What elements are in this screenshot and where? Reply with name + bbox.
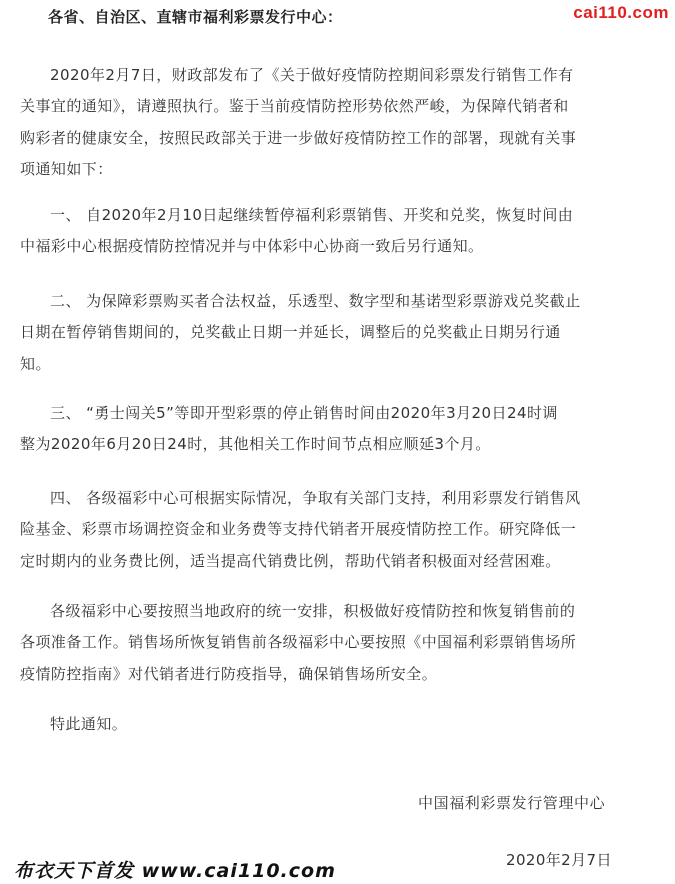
paragraph-line: 2020年2月7日，财政部发布了《关于做好疫情防控期间彩票发行销售工作有 xyxy=(50,66,574,84)
paragraph-line: 疫情防控指南》对代销者进行防疫指导，确保销售场所安全。 xyxy=(20,664,438,683)
site-watermark-top: cai110.com xyxy=(573,3,669,22)
paragraph-line: 二、 为保障彩票购买者合法权益，乐透型、数字型和基诺型彩票游戏兑奖截止 xyxy=(50,292,581,310)
site-watermark-bottom: 布衣天下首发 www.cai110.com xyxy=(14,860,336,882)
paragraph-line: 整为2020年6月20日24时，其他相关工作时间节点相应顺延3个月。 xyxy=(20,435,491,454)
paragraph-line: 四、 各级福彩中心可根据实际情况，争取有关部门支持，利用彩票发行销售风 xyxy=(50,489,581,507)
signature-date: 2020年2月7日 xyxy=(506,851,612,869)
signature-organization: 中国福利彩票发行管理中心 xyxy=(418,794,606,812)
paragraph-line: 一、 自2020年2月10日起继续暂停福利彩票销售、开奖和兑奖，恢复时间由 xyxy=(50,206,574,224)
item-one-paragraph xyxy=(20,200,650,263)
intro-paragraph xyxy=(20,60,650,185)
paragraph-line: 购彩者的健康安全，按照民政部关于进一步做好疫情防控工作的部署，现就有关事 xyxy=(20,128,577,147)
addressee-heading: 各省、自治区、直辖市福利彩票发行中心： xyxy=(48,8,343,26)
item-four-paragraph xyxy=(20,483,650,577)
paragraph-line: 日期在暂停销售期间的，兑奖截止日期一并延长，调整后的兑奖截止日期另行通 xyxy=(20,323,561,342)
paragraph-line: 三、 “勇士闯关5”等即开型彩票的停止销售时间由2020年3月20日24时调 xyxy=(50,404,558,422)
paragraph-line: 各级福彩中心要按照当地政府的统一安排，积极做好疫情防控和恢复销售前的 xyxy=(50,602,576,620)
closing-paragraph xyxy=(20,709,650,740)
paragraph-line: 关事宜的通知》，请遵照执行。鉴于当前疫情防控形势依然严峻，为保障代销者和 xyxy=(20,97,569,116)
paragraph-line: 知。 xyxy=(20,354,51,373)
paragraph-line: 项通知如下： xyxy=(20,159,113,178)
preparation-paragraph xyxy=(20,596,650,690)
paragraph-line: 险基金、彩票市场调控资金和业务费等支持代销者开展疫情防控工作。研究降低一 xyxy=(20,520,577,539)
paragraph-line: 中福彩中心根据疫情防控情况并与中体彩中心协商一致后另行通知。 xyxy=(20,237,484,256)
item-three-paragraph xyxy=(20,398,650,461)
item-two-paragraph xyxy=(20,286,650,380)
paragraph-line: 各项准备工作。销售场所恢复销售前各级福彩中心要按照《中国福利彩票销售场所 xyxy=(20,633,577,652)
paragraph-line: 定时期内的业务费比例，适当提高代销费比例，帮助代销者积极面对经营困难。 xyxy=(20,551,561,570)
paragraph-line: 特此通知。 xyxy=(50,715,128,733)
